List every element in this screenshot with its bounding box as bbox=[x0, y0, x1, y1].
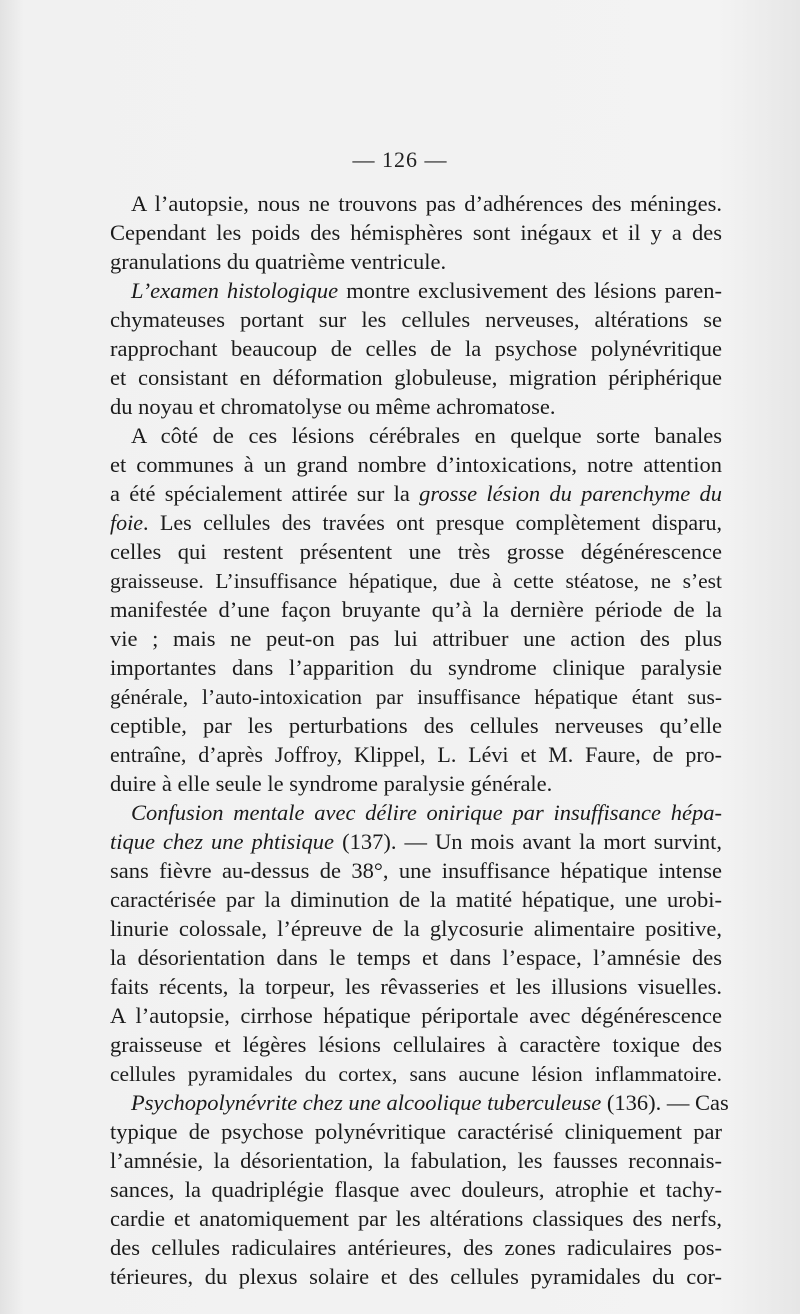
text-line: graisseuse. L’insuffisance hépatique, due à cette stéatose, ne s’est bbox=[110, 569, 722, 593]
text-line bbox=[131, 1089, 729, 1117]
text-line: sances, la quadriplégie flasque avec douleurs, atrophie et tachy- bbox=[110, 1177, 722, 1202]
text-span: a été spécialement attirée sur la bbox=[110, 481, 420, 506]
text-line bbox=[110, 828, 722, 856]
italic-phrase: tique chez une phtisique bbox=[110, 829, 335, 854]
text-line: linurie colossale, l’épreuve de la glycosurie alimentaire positive, bbox=[110, 916, 722, 941]
text-line: A l’autopsie, nous ne trouvons pas d’adhérences des méninges. bbox=[131, 191, 722, 216]
text-line: caractérisée par la diminution de la matité hépatique, une urobi- bbox=[110, 887, 722, 912]
text-line: et consistant en déformation globuleuse, migration périphérique bbox=[110, 365, 722, 390]
text-span: (136). — Cas bbox=[601, 1090, 729, 1115]
text-line: importantes dans l’apparition du syndrome clinique paralysie bbox=[110, 655, 722, 680]
text-line: cardie et anatomiquement par les altérations classiques des nerfs, bbox=[110, 1206, 722, 1231]
text-line: duire à elle seule le syndrome paralysie générale. bbox=[110, 771, 553, 796]
text-line: vie ; mais ne peut-on pas lui attribuer une action des plus bbox=[110, 626, 722, 651]
text-line: térieures, du plexus solaire et des cellules pyramidales du cor- bbox=[110, 1264, 722, 1289]
italic-phrase: Confusion mentale avec délire onirique par insuffisance hépa- bbox=[131, 800, 722, 825]
text-line: Cependant les poids des hémisphères sont inégaux et il y a des bbox=[110, 220, 722, 245]
text-line: manifestée d’une façon bruyante qu’à la dernière période de la bbox=[110, 597, 722, 622]
text-line: la désorientation dans le temps et dans l’espace, l’amnésie des bbox=[110, 945, 722, 970]
text-line: du noyau et chromatolyse ou même achromatose. bbox=[110, 394, 556, 419]
text-line: graisseuse et légères lésions cellulaires à caractère toxique des bbox=[110, 1032, 722, 1057]
text-line bbox=[131, 277, 722, 305]
text-line: A côté de ces lésions cérébrales en quelque sorte banales bbox=[131, 423, 722, 448]
text-line: typique de psychose polynévritique caractérisé cliniquement par bbox=[110, 1119, 722, 1144]
text-line bbox=[110, 509, 722, 537]
text-line: des cellules radiculaires antérieures, des zones radiculaires pos- bbox=[110, 1235, 722, 1260]
text-line: et communes à un grand nombre d’intoxications, notre attention bbox=[110, 452, 722, 477]
text-line: générale, l’auto-intoxication par insuffisance hépatique étant sus- bbox=[110, 685, 722, 709]
italic-phrase: grosse lésion du parenchyme du bbox=[419, 481, 722, 506]
italic-phrase: foie bbox=[110, 510, 143, 535]
text-line: cellules pyramidales du cortex, sans aucune lésion inflammatoire. bbox=[110, 1062, 722, 1086]
text-line: chymateuses portant sur les cellules nerveuses, altérations se bbox=[110, 307, 722, 332]
text-line: sans fièvre au-dessus de 38°, une insuffisance hépatique intense bbox=[110, 858, 722, 883]
text-line: entraîne, d’après Joffroy, Klippel, L. Lévi et M. Faure, de pro- bbox=[110, 742, 722, 767]
italic-phrase: L’examen histologique bbox=[131, 278, 339, 303]
text-line: granulations du quatrième ventricule. bbox=[110, 249, 447, 274]
text-line: A l’autopsie, cirrhose hépatique périportale avec dégénérescence bbox=[110, 1003, 722, 1028]
text-line bbox=[131, 799, 722, 827]
text-line: faits récents, la torpeur, les rêvasseries et les illusions visuelles. bbox=[110, 974, 722, 999]
text-span: . Les cellules des travées ont presque complètement disparu, bbox=[143, 510, 722, 535]
page-number: — 126 — bbox=[352, 147, 448, 172]
italic-phrase: Psychopolynévrite chez une alcoolique tuberculeuse bbox=[131, 1090, 602, 1115]
text-line: ceptible, par les perturbations des cellules nerveuses qu’elle bbox=[110, 713, 722, 738]
text-line bbox=[110, 480, 722, 508]
text-line: celles qui restent présentent une très grosse dégénérescence bbox=[110, 539, 722, 564]
text-span: montre exclusivement des lésions paren- bbox=[338, 278, 722, 303]
text-line: rapprochant beaucoup de celles de la psychose polynévritique bbox=[110, 336, 722, 361]
text-span: (137). — Un mois avant la mort survint, bbox=[334, 829, 722, 854]
text-line: l’amnésie, la désorientation, la fabulation, les fausses reconnais- bbox=[110, 1148, 722, 1173]
